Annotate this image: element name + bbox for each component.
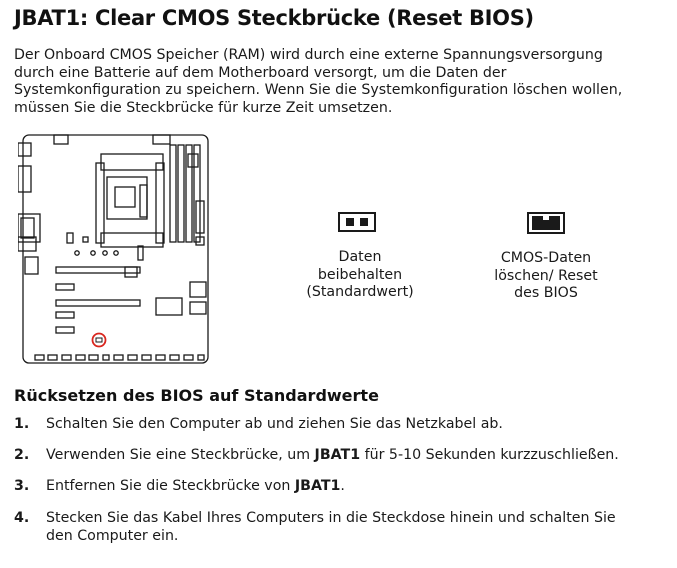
step-text: [46, 478, 674, 496]
step-line: [46, 478, 674, 496]
step-text-part: Entfernen Sie die Steckbrücke von: [46, 478, 295, 494]
intro-line: durch eine Batterie auf dem Motherboard versorgt, um die Daten der: [14, 64, 507, 81]
step-line: den Computer ein.: [46, 527, 179, 544]
jbat1-highlight: [93, 334, 106, 347]
intro-line: Der Onboard CMOS Speicher (RAM) wird durch eine externe Spannungsversorgung: [14, 47, 603, 63]
step-line: [46, 447, 674, 465]
step-number: 3.: [14, 478, 30, 494]
jumper-closed-icon: [527, 212, 565, 234]
motherboard-diagram: [18, 130, 213, 366]
caption-line: löschen/ Reset: [494, 267, 598, 284]
intro-line: müssen Sie die Steckbrücke für kurze Zeit umsetzen.: [14, 99, 393, 116]
step-text-part: .: [340, 478, 345, 494]
jumper-open-caption: [290, 249, 430, 302]
caption-line: CMOS-Daten: [500, 250, 592, 266]
page-title: JBAT1: Clear CMOS Steckbrücke (Reset BIOS): [14, 6, 534, 30]
step-text: [46, 447, 674, 465]
step-number: 1.: [14, 416, 30, 432]
caption-line: (Standardwert): [306, 284, 414, 300]
jumper-open-icon: [338, 212, 376, 232]
step-number: 4.: [14, 510, 30, 526]
intro-line: Systemkonfiguration zu speichern. Wenn Sie die Systemkonfiguration löschen wollen,: [14, 82, 623, 98]
step-text-bold: JBAT1: [314, 447, 361, 463]
step-text-bold: JBAT1: [294, 478, 341, 494]
step-text-part: Verwenden Sie eine Steckbrücke, um: [46, 447, 315, 463]
jumper-closed-caption: [476, 250, 616, 303]
caption-line: des BIOS: [514, 285, 578, 301]
step-line: [46, 416, 674, 434]
step-text-part: für 5-10 Sekunden kurzzuschließen.: [360, 447, 619, 463]
section-title: Rücksetzen des BIOS auf Standardwerte: [14, 386, 379, 405]
caption-line: beibehalten: [317, 266, 403, 283]
caption-line: Daten: [338, 249, 382, 265]
step-line: Stecken Sie das Kabel Ihres Computers in die Steckdose hinein und schalten Sie: [46, 510, 616, 526]
step-text-part: Schalten Sie den Computer ab und ziehen Sie das Netzkabel ab.: [46, 416, 503, 432]
step-text: [46, 416, 674, 434]
step-number: 2.: [14, 447, 30, 463]
intro-paragraph: [14, 47, 672, 117]
step-text: [46, 510, 674, 545]
